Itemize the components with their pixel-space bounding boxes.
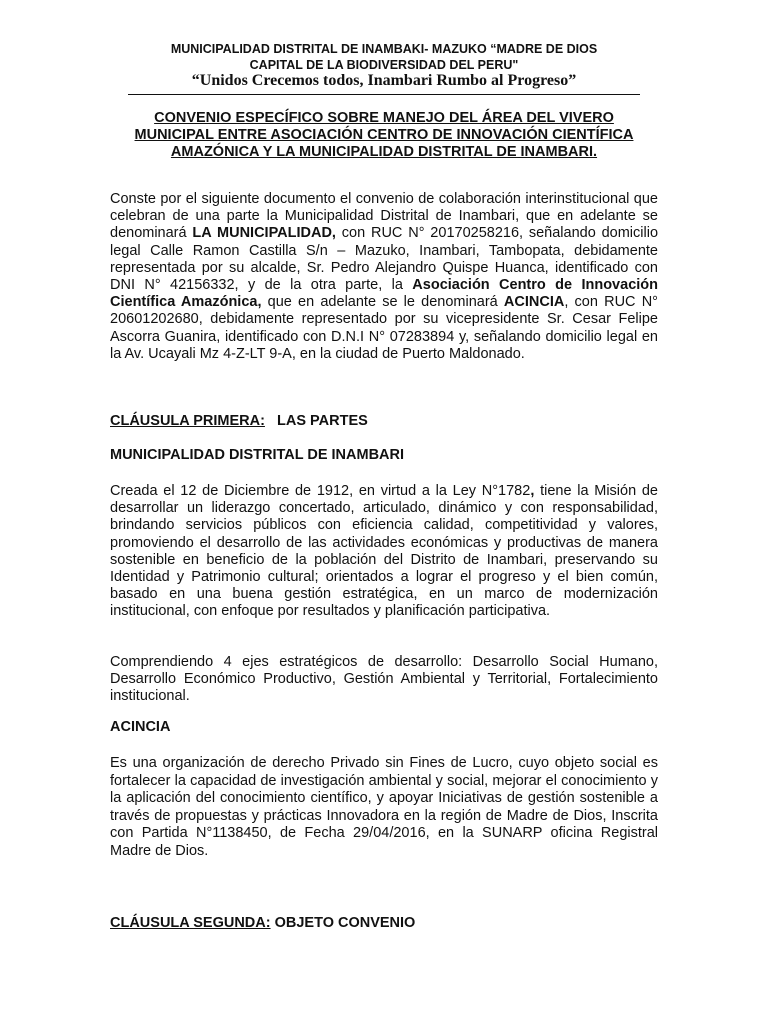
title-line-3: AMAZÓNICA Y LA MUNICIPALIDAD DISTRITAL DE INAMBARI. — [170, 144, 598, 160]
intro-text-4: , con RUC N° 20601202680, debidamente representado por su vicepresidente Sr. Cesar Felipe Ascorra Guanira, identificado con D.N.I N° 07283894 y, señalando domicilio legal en la Av. Ucayali Mz 4-Z-LT 9-A, en la ciudad de Puerto Maldonado. — [110, 294, 658, 362]
header-motto: “Unidos Crecemos todos, Inambari Rumbo al Progreso” — [191, 72, 577, 89]
municipality-text-2: tiene la Misión de desarrollar un liderazgo concertado, articulado, dinámico y con responsabilidad, brindando servicios públicos con eficiencia calidad, competitividad y valores, promoviendo el desarrollo de las actividades económicas y productivas de manera sostenible en beneficio de la población del Distrito de Inambari, preservando su Identidad y Patrimonio cultural; orientados a lograr el progreso y el bien común, basado en una buena gestión estratégica, en un marco de modernización institucional, con enfoque por resultados y planificación participativa. — [110, 483, 658, 620]
intro-bold-municipalidad: LA MUNICIPALIDAD, — [192, 225, 336, 242]
clause-1-heading — [110, 413, 658, 430]
intro-text-1: Conste por el siguiente documento el convenio de colaboración interinstitucional que celebran de una parte la Municipalidad Distrital de Inambari, que en adelante se denominará — [110, 191, 658, 242]
title-line-2: MUNICIPAL ENTRE ASOCIACIÓN CENTRO DE INNOVACIÓN CIENTÍFICA — [134, 127, 634, 143]
intro-paragraph — [110, 191, 658, 363]
document-title — [110, 110, 658, 161]
acincia-heading: ACINCIA — [110, 719, 171, 735]
intro-bold-asociacion: Asociación Centro de Innovación Científica Amazónica, — [110, 277, 658, 311]
municipality-heading: MUNICIPALIDAD DISTRITAL DE INAMBARI — [110, 447, 405, 463]
header-divider — [128, 94, 640, 95]
clause-1-title: LAS PARTES — [277, 413, 368, 429]
intro-bold-acincia: ACINCIA — [503, 294, 565, 311]
intro-text-2: con RUC N° 20170258216, señalando domicilio legal Calle Ramon Castilla S/n – Mazuko, Inambari, Tambopata, debidamente representada por su alcalde, Sr. Pedro Alejandro Quispe Huanca, identificado con DNI N° 42156332, y de la otra parte, la — [110, 225, 659, 294]
clause-2-title: OBJETO CONVENIO — [274, 915, 416, 931]
municipality-paragraph — [110, 483, 658, 621]
clause-2-label: CLÁUSULA SEGUNDA: — [110, 915, 271, 931]
clause-1-label: CLÁUSULA PRIMERA: — [110, 413, 265, 429]
acincia-paragraph: Es una organización de derecho Privado sin Fines de Lucro, cuyo objeto social es fortalecer la capacidad de investigación ambiental y social, mejorar el conocimiento y la aplicación del conocimiento científico, y apoyar Iniciativas de gestión sostenible a través de propuestas y prácticas Innovadora en la región de Madre de Dios, Inscrita con Partida N°1138450, de Fecha 29/04/2016, en la SUNARP oficina Registral Madre de Dios. — [110, 755, 658, 859]
municipality-axes-paragraph: Comprendiendo 4 ejes estratégicos de desarrollo: Desarrollo Social Humano, Desarrollo Económico Productivo, Gestión Ambiental y Territorial, Fortalecimiento institucional. — [110, 654, 658, 705]
municipality-text-1: Creada el 12 de Diciembre de 1912, en virtud a la Ley N°1782 — [110, 483, 531, 499]
header-line-1: MUNICIPALIDAD DISTRITAL DE INAMBAKI- MAZUKO “MADRE DE DIOS — [170, 42, 598, 56]
title-line-1: CONVENIO ESPECÍFICO SOBRE MANEJO DEL ÁREA DEL VIVERO — [154, 110, 614, 126]
municipality-bold-comma: , — [530, 483, 535, 499]
header-line-2: CAPITAL DE LA BIODIVERSIDAD DEL PERU" — [249, 58, 519, 72]
intro-text-3: que en adelante se le denominará — [261, 294, 504, 311]
clause-2-heading — [110, 915, 658, 932]
